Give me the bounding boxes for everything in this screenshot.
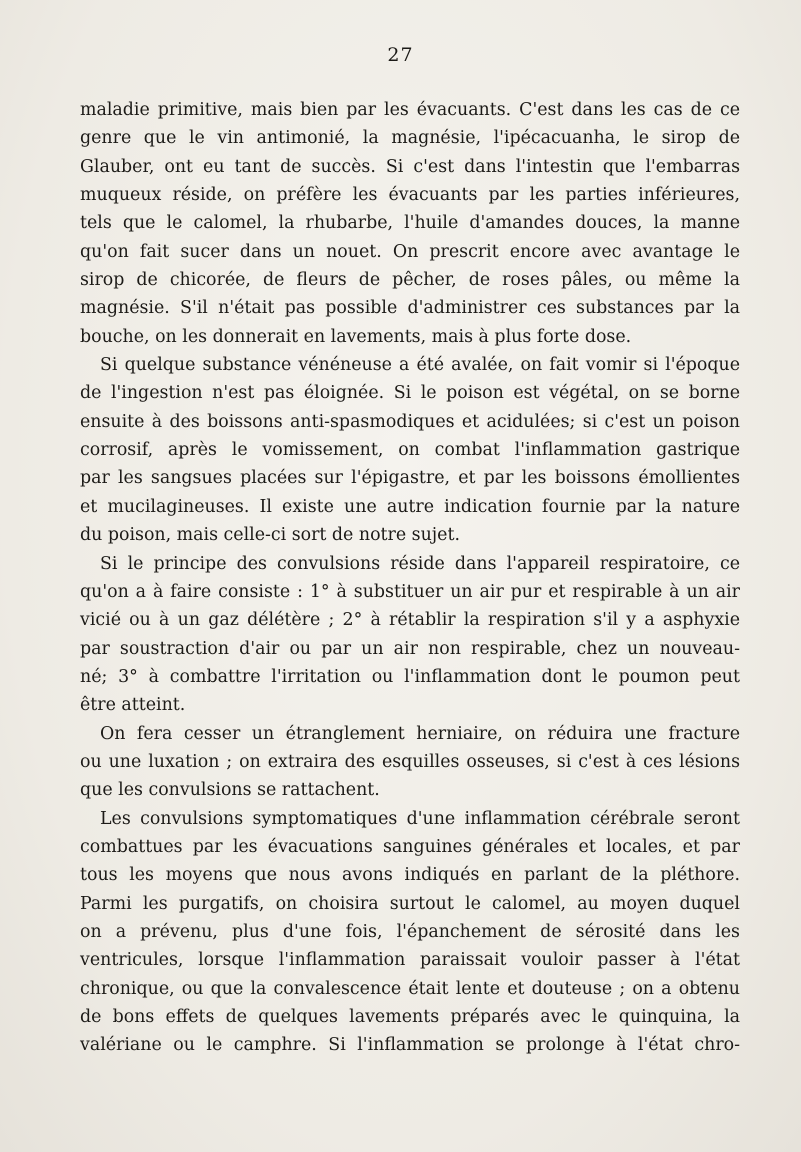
text-line: ventricules, lorsque l'inflammation paraissait vouloir passer à l'état [80,950,740,971]
text-line: de bons effets de quelques lavements préparés avec le quinquina, la [80,1007,740,1027]
text-line: être atteint. [80,695,186,716]
text-line: Si quelque substance vénéneuse a été avalée, on fait vomir si l'époque [100,355,740,376]
text-line: par soustraction d'air ou par un air non respirable, chez un nouveau- [80,638,740,659]
text-line: sirop de chicorée, de fleurs de pêcher, de roses pâles, ou même la [80,270,740,291]
text-line: magnésie. S'il n'était pas possible d'administrer ces substances par la [80,298,740,319]
text-line: valériane ou le camphre. Si l'inflammation se prolonge à l'état chro- [80,1035,740,1056]
text-line: tous les moyens que nous avons indiqués en parlant de la pléthore. [80,865,740,886]
text-line: On fera cesser un étranglement herniaire, on réduira une fracture [100,723,740,744]
text-line: combattues par les évacuations sanguines générales et locales, et par [80,836,740,857]
text-line: du poison, mais celle-ci sort de notre sujet. [80,525,460,546]
text-line: Si le principe des convulsions réside dans l'appareil respiratoire, ce [100,553,740,574]
paragraph [80,805,740,1060]
text-line: corrosif, après le vomissement, on combat l'inflammation gastrique [80,440,740,461]
paragraph [80,720,740,805]
text-line: Les convulsions symptomatiques d'une inflammation cérébrale seront [100,808,740,829]
text-line: ensuite à des boissons anti-spasmodiques et acidulées; si c'est un poison [80,411,740,432]
text-line: vicié ou à un gaz délétère ; 2° à rétablir la respiration s'il y a asphyxie [80,610,740,631]
text-line: tels que le calomel, la rhubarbe, l'huile d'amandes douces, la manne [80,213,740,234]
text-line: on a prévenu, plus d'une fois, l'épanchement de sérosité dans les [80,921,740,942]
text-line: et mucilagineuses. Il existe une autre indication fournie par la nature [80,496,740,517]
body-text [80,96,740,1060]
text-line: genre que le vin antimonié, la magnésie, l'ipécacuanha, le sirop de [80,128,740,149]
paragraph [80,550,740,720]
page-number: 27 [387,44,414,66]
text-line: qu'on a à faire consiste : 1° à substituer un air pur et respirable à un air [80,581,740,602]
text-line: chronique, ou que la convalescence était lente et douteuse ; on a obtenu [80,978,740,999]
paragraph [80,351,740,549]
text-line: Parmi les purgatifs, on choisira surtout le calomel, au moyen duquel [80,893,740,914]
text-line: de l'ingestion n'est pas éloignée. Si le poison est végétal, on se borne [80,383,740,404]
text-line: ou une luxation ; on extraira des esquilles osseuses, si c'est à ces lésions [80,751,740,772]
text-line: qu'on fait sucer dans un nouet. On prescrit encore avec avantage le [80,241,740,262]
text-line: maladie primitive, mais bien par les évacuants. C'est dans les cas de ce [80,100,740,120]
text-line: bouche, on les donnerait en lavements, mais à plus forte dose. [80,326,632,347]
paragraph [80,96,740,351]
text-line: que les convulsions se rattachent. [80,780,380,801]
text-line: Glauber, ont eu tant de succès. Si c'est dans l'intestin que l'embarras [80,156,740,177]
text-line: par les sangsues placées sur l'épigastre, et par les boissons émollientes [80,468,740,489]
text-line: né; 3° à combattre l'irritation ou l'inflammation dont le poumon peut [80,666,740,687]
text-line: muqueux réside, on préfère les évacuants par les parties inférieures, [80,185,740,206]
